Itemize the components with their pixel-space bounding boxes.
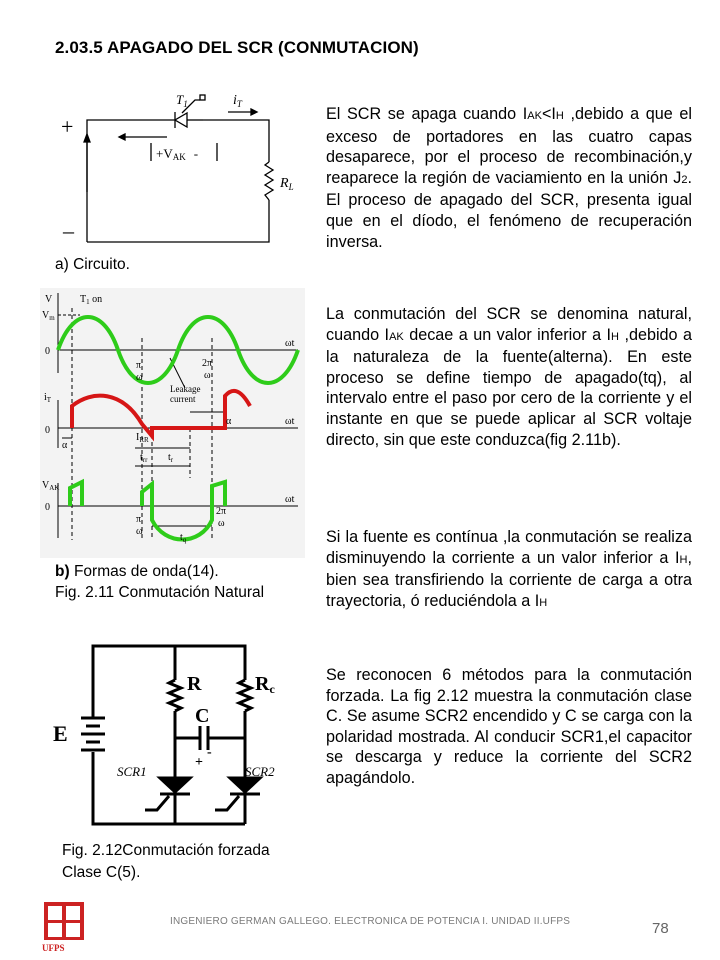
source-minus: – [63,218,74,243]
paragraph-1: El SCR se apaga cuando IAK<IH ,debido a que el exceso de portadores en las cuatro capas desaparece, por el proceso de recombinación,y reaparece la región de vaciamiento en la unión J2. El proceso de apagado del SCR, presenta igual que en el díodo, el fenómeno de recuperación inversa. [326,105,692,251]
figure-b-caption: b) Formas de onda(14). [55,563,219,580]
svg-text:-: - [207,745,212,760]
svg-text:SCR2: SCR2 [245,764,275,779]
subscript: H [611,330,619,343]
svg-text:α: α [226,416,232,427]
svg-text:π: π [136,360,142,371]
svg-text:SCR1: SCR1 [117,764,147,779]
page-number: 78 [652,920,669,937]
label-t1: $T_1$ [176,92,188,109]
svg-text:ω: ω [204,370,211,381]
svg-text:2π: 2π [202,358,213,369]
svg-text:trr: $t_{rr}$ [140,452,148,464]
subscript: H [679,553,688,566]
svg-text:+: + [195,755,203,770]
section-heading: 2.03.5 APAGADO DEL SCR (CONMUTACION) [55,38,419,57]
wire-left [87,120,150,242]
figure-2-12-caption: Fig. 2.12Conmutación forzada Clase C(5). [62,842,270,881]
svg-text:α: α [62,440,68,451]
paragraph-3: Si la fuente es contínua ,la conmutación se realiza disminuyendo la corriente a un valor inferior a IH, bien sea transfiriendo la corriente de carga a otra trayectoria, ó reduciéndola a IH [326,528,692,610]
svg-text:0: 0 [45,502,50,513]
label-it: $i_T$ [233,93,242,109]
svg-text:current: current [170,394,196,404]
wire-bottom [87,200,269,242]
figure-a-caption: a) Circuito. [55,256,130,273]
subscript: AK [527,110,542,122]
svg-text:ω: ω [136,372,143,383]
subscript: 2 [681,173,688,186]
svg-text:IRR: $I_{RR}$ [136,432,149,444]
svg-text:ω: ω [218,518,225,529]
subscript: H [555,110,564,122]
svg-text:VAK: $V_{AK}$ [42,480,60,492]
paragraph-4: Se reconocen 6 métodos para la conmutación forzada. La fig 2.12 muestra la conmutación clase C. Se asume SCR2 encendido y C se carga con la polaridad mostrada. Al conducir SCR1,el capacitor se descarga y reduce la corriente del SCR2 apagándolo. [326,666,692,787]
ufps-logo [40,898,100,954]
svg-text:V: V [45,294,53,305]
paragraph-2: La conmutación del SCR se denomina natural, cuando IAK decae a un valor inferior a IH ,debido a la naturaleza de la fuente(alterna). En este proceso se define tiempo de apagado(tq), al intervalo entre el paso por cero de la corriente y el instante en que se puede aplicar al SCR voltaje directo, sin que este conduzca(fig 2.11b). [326,305,692,449]
svg-text:2π: 2π [216,506,227,517]
figure-a-circuit [55,82,300,247]
wire-top-right [203,120,269,162]
subscript: AK [389,330,404,343]
svg-text:T1 on: $T_1$ on [80,294,103,306]
svg-text:tq: $t_q$ [180,532,187,544]
svg-text:iT: $i_T$ [44,392,52,404]
subscript: H [539,596,548,609]
label-vak: +VAK - [156,146,199,162]
svg-text:E: E [53,721,68,746]
svg-text:ω: ω [136,526,143,537]
resistor-rl [265,162,273,200]
svg-text:ωt: ωt [285,494,295,505]
svg-text:Leakage: Leakage [170,384,201,394]
svg-text:UFPS: UFPS [42,943,65,953]
svg-text:tr: $t_r$ [168,452,174,464]
footer-text: INGENIERO GERMAN GALLEGO. ELECTRONICA DE POTENCIA I. UNIDAD II.UFPS [170,916,571,927]
figure-b-waveforms [40,288,305,558]
svg-text:C: C [195,705,210,727]
svg-text:ωt: ωt [285,416,295,427]
svg-text:π: π [136,514,142,525]
svg-text:R: R [187,673,202,695]
figure-c-circuit [45,638,285,833]
scr-triangle [175,113,187,127]
svg-text:Rc: Rc [255,673,275,696]
svg-text:0: 0 [45,346,50,357]
figure-2-11-caption: Fig. 2.11 Conmutación Natural [55,584,265,601]
svg-text:ωt: ωt [285,338,295,349]
label-rl: $R_L$ [280,176,294,192]
svg-text:Vm: $V_m$ [42,310,55,322]
source-plus: + [61,114,74,139]
svg-text:0: 0 [45,425,50,436]
